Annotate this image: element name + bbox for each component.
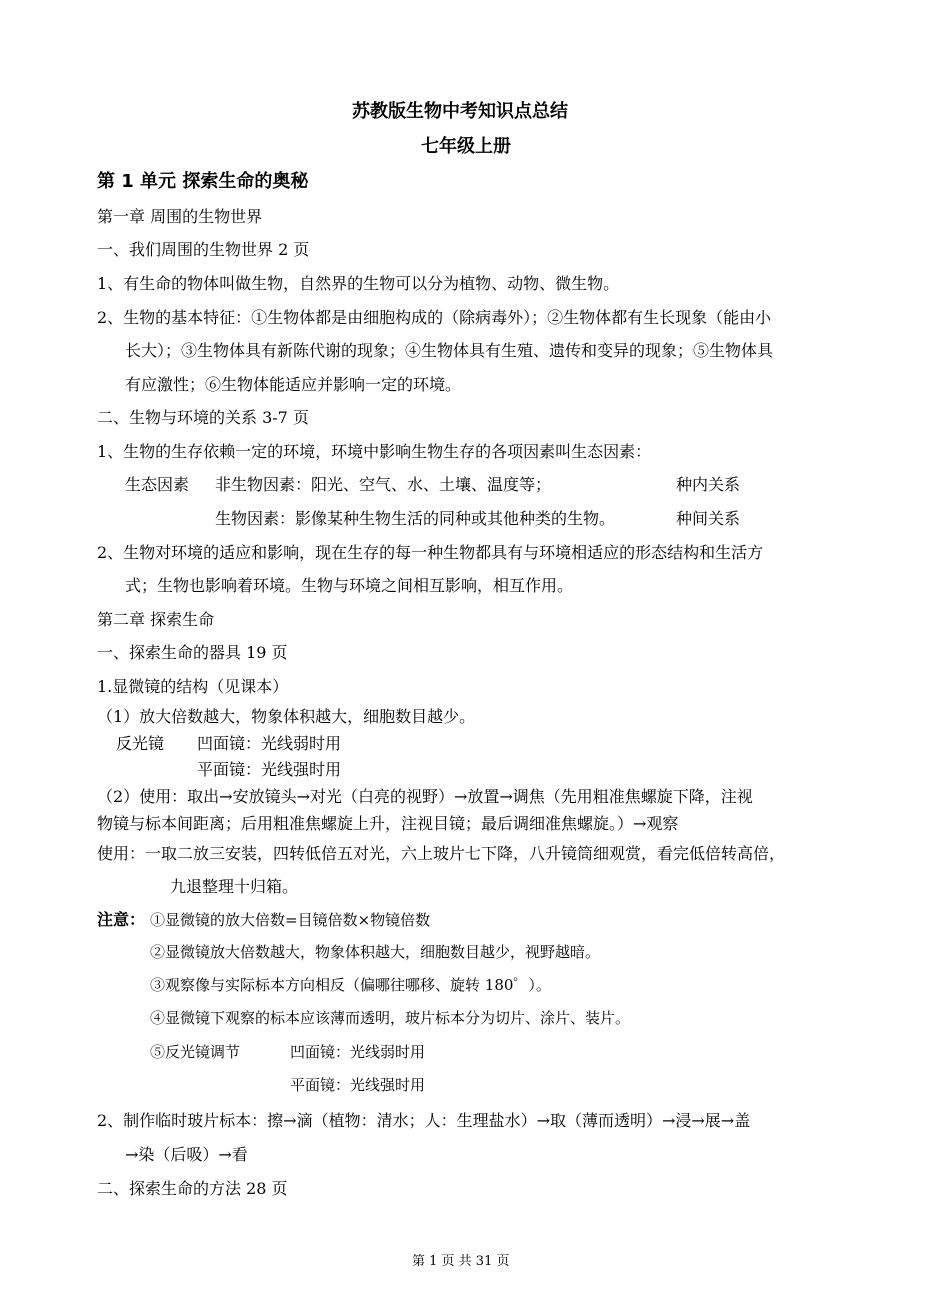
section-heading: 二、生物与环境的关系 3-7 页 xyxy=(97,408,309,427)
section-heading: 一、我们周围的生物世界 2 页 xyxy=(97,240,310,259)
chapter-heading: 第二章 探索生命 xyxy=(97,610,215,629)
paragraph-line: 1.显微镜的结构（见课本） xyxy=(97,677,289,696)
eco-biotic-factor: 生物因素：影像某种生物生活的同种或其他种类的生物。 xyxy=(215,509,616,528)
paragraph-line: 2、生物的基本特征：①生物体都是由细胞构成的（除病毒外）；②生物体都有生长现象（能由小 xyxy=(97,308,772,327)
paragraph-line: 2、制作临时玻片标本：擦→滴（植物：清水；人：生理盐水）→取（薄而透明）→浸→展→盖 xyxy=(97,1111,751,1130)
note-item: ③观察像与实际标本方向相反（偏哪往哪移、旋转 180゜）。 xyxy=(150,976,551,994)
chapter-heading: 第一章 周围的生物世界 xyxy=(97,207,263,226)
mirror-concave: 凹面镜：光线弱时用 xyxy=(197,734,342,753)
paragraph-line: 2、生物对环境的适应和影响，现在生存的每一种生物都具有与环境相适应的形态结构和生活方 xyxy=(97,543,764,562)
section-heading: 二、探索生命的方法 28 页 xyxy=(97,1179,288,1198)
note-label: 注意： xyxy=(97,910,146,929)
unit-heading: 第 1 单元 探索生命的奥秘 xyxy=(97,171,309,192)
paragraph-line: （2）使用：取出→安放镜头→对光（白亮的视野）→放置→调焦（先用粗准焦螺旋下降，注视 xyxy=(97,787,753,806)
note-mirror-concave: 凹面镜：光线弱时用 xyxy=(290,1043,426,1061)
paragraph-line: 有应激性；⑥生物体能适应并影响一定的环境。 xyxy=(125,375,462,394)
note-item: ①显微镜的放大倍数=目镜倍数×物镜倍数 xyxy=(150,911,431,929)
section-heading: 一、探索生命的器具 19 页 xyxy=(97,643,288,662)
note-mirror-flat: 平面镜：光线强时用 xyxy=(290,1076,426,1094)
paragraph-line: 九退整理十归箱。 xyxy=(170,877,299,896)
document-title: 苏教版生物中考知识点总结 xyxy=(352,101,568,122)
eco-intraspecific-label: 种内关系 xyxy=(676,475,741,494)
mirror-label: 反光镜 xyxy=(116,734,165,753)
note-item: ②显微镜放大倍数越大，物象体积越大，细胞数目越少，视野越暗。 xyxy=(150,943,601,961)
eco-abiotic-factor: 非生物因素：阳光、空气、水、土壤、温度等； xyxy=(215,475,552,494)
paragraph-line: 长大）；③生物体具有新陈代谢的现象；④生物体具有生殖、遗传和变异的现象；⑤生物体具 xyxy=(125,341,774,360)
eco-factor-label: 生态因素 xyxy=(125,475,190,494)
paragraph-line: 1、有生命的物体叫做生物，自然界的生物可以分为植物、动物、微生物。 xyxy=(97,274,620,293)
document-subtitle: 七年级上册 xyxy=(421,136,511,157)
paragraph-line: 物镜与标本间距离；后用粗准焦螺旋上升，注视目镜；最后调细准焦螺旋。）→观察 xyxy=(97,814,679,833)
paragraph-line: 式；生物也影响着环境。生物与环境之间相互影响，相互作用。 xyxy=(125,576,574,595)
paragraph-line: 1、生物的生存依赖一定的环境，环境中影响生物生存的各项因素叫生态因素： xyxy=(97,442,652,461)
eco-interspecific-label: 种间关系 xyxy=(676,509,741,528)
paragraph-line: →染（后吸）→看 xyxy=(125,1145,248,1164)
page-footer: 第 1 页 共 31 页 xyxy=(412,1254,510,1269)
paragraph-line: 使用：一取二放三安装，四转低倍五对光，六上玻片七下降，八升镜筒细观赏，看完低倍转高倍， xyxy=(97,844,786,863)
paragraph-line: （1）放大倍数越大，物象体积越大，细胞数目越少。 xyxy=(97,707,476,726)
note-item: ⑤反光镜调节 xyxy=(150,1043,241,1061)
note-item: ④显微镜下观察的标本应该薄而透明，玻片标本分为切片、涂片、装片。 xyxy=(150,1009,631,1027)
mirror-flat: 平面镜：光线强时用 xyxy=(197,760,342,779)
